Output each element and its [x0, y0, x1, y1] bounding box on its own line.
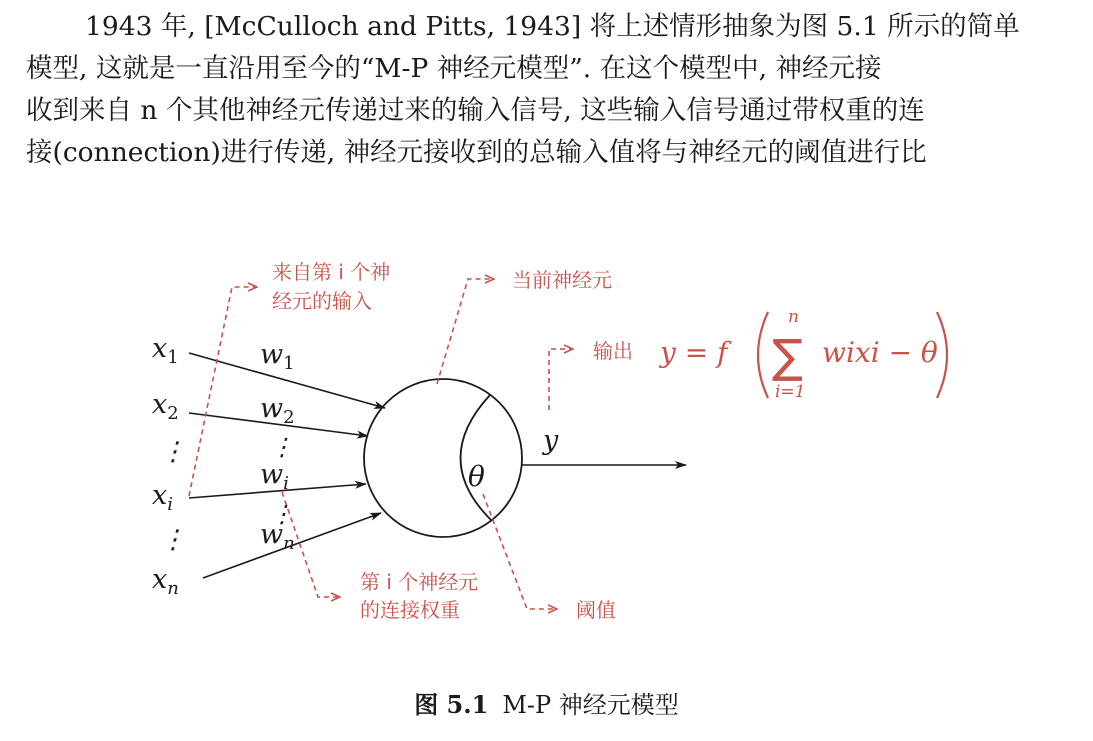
weight-wn-label: $w_n$ — [260, 519, 295, 554]
input-xi-label: $x_i$ — [152, 480, 173, 515]
annotation-threshold: 阈值 — [576, 598, 616, 622]
weight-w2-label: $w_2$ — [260, 393, 295, 428]
formula-sum-bottom: i=1 — [775, 382, 806, 402]
figure-caption — [0, 690, 1093, 720]
leader-output — [549, 349, 573, 410]
input-dots-1: ⋮ — [160, 437, 186, 467]
weight-w1-label: $w_1$ — [260, 339, 295, 374]
threshold-theta: θ — [468, 460, 485, 493]
input-xn-label: $x_n$ — [152, 564, 179, 599]
annotation-current-neuron: 当前神经元 — [512, 268, 612, 292]
weight-dots-1: ⋮ — [270, 433, 294, 461]
caption-label: 图 5.1 — [414, 690, 489, 719]
formula-left-paren — [758, 312, 768, 398]
formula-right-paren — [937, 312, 947, 398]
paragraph-line-3: 收到来自 n 个其他神经元传递过来的输入信号, 这些输入信号通过带权重的连 — [26, 95, 925, 126]
formula-sum-sigma: ∑ — [772, 329, 803, 383]
annotation-input-from-i-line2: 经元的输入 — [272, 289, 372, 313]
annotation-weight-i-line1: 第 i 个神经元 — [360, 570, 479, 594]
leader-input-from-i — [189, 287, 257, 496]
neuron-circle — [364, 379, 522, 537]
paragraph-line-1: 1943 年, [McCulloch and Pitts, 1943] 将上述情形抽象为图 5.1 所示的简单 — [85, 11, 1020, 42]
neuron-divider — [460, 395, 492, 521]
paragraph-line-2: 模型, 这就是一直沿用至今的“M-P 神经元模型”. 在这个模型中, 神经元接 — [26, 53, 882, 84]
leader-current-neuron — [437, 279, 494, 384]
annotation-output: 输出 — [593, 339, 633, 363]
formula-body: wixi − θ — [822, 336, 938, 369]
input-x2-label: $x_2$ — [152, 389, 179, 424]
formula-lhs: y = f — [660, 336, 728, 369]
formula-sum-top: n — [788, 307, 799, 327]
paragraph-line-4: 接(connection)进行传递, 神经元接收到的总输入值将与神经元的阈值进行比 — [26, 137, 927, 168]
input-x1-label: $x_1$ — [152, 333, 179, 368]
annotation-input-from-i-line1: 来自第 i 个神 — [272, 260, 391, 284]
leader-threshold — [483, 494, 557, 609]
input-dots-2: ⋮ — [160, 525, 186, 555]
weight-wi-label: $w_i$ — [260, 459, 289, 494]
weight-dots-2: ⋮ — [270, 500, 294, 528]
caption-text: M-P 神经元模型 — [502, 691, 679, 719]
output-y-label: y — [543, 425, 559, 456]
annotation-weight-i-line2: 的连接权重 — [360, 598, 460, 622]
output-formula — [658, 307, 947, 402]
